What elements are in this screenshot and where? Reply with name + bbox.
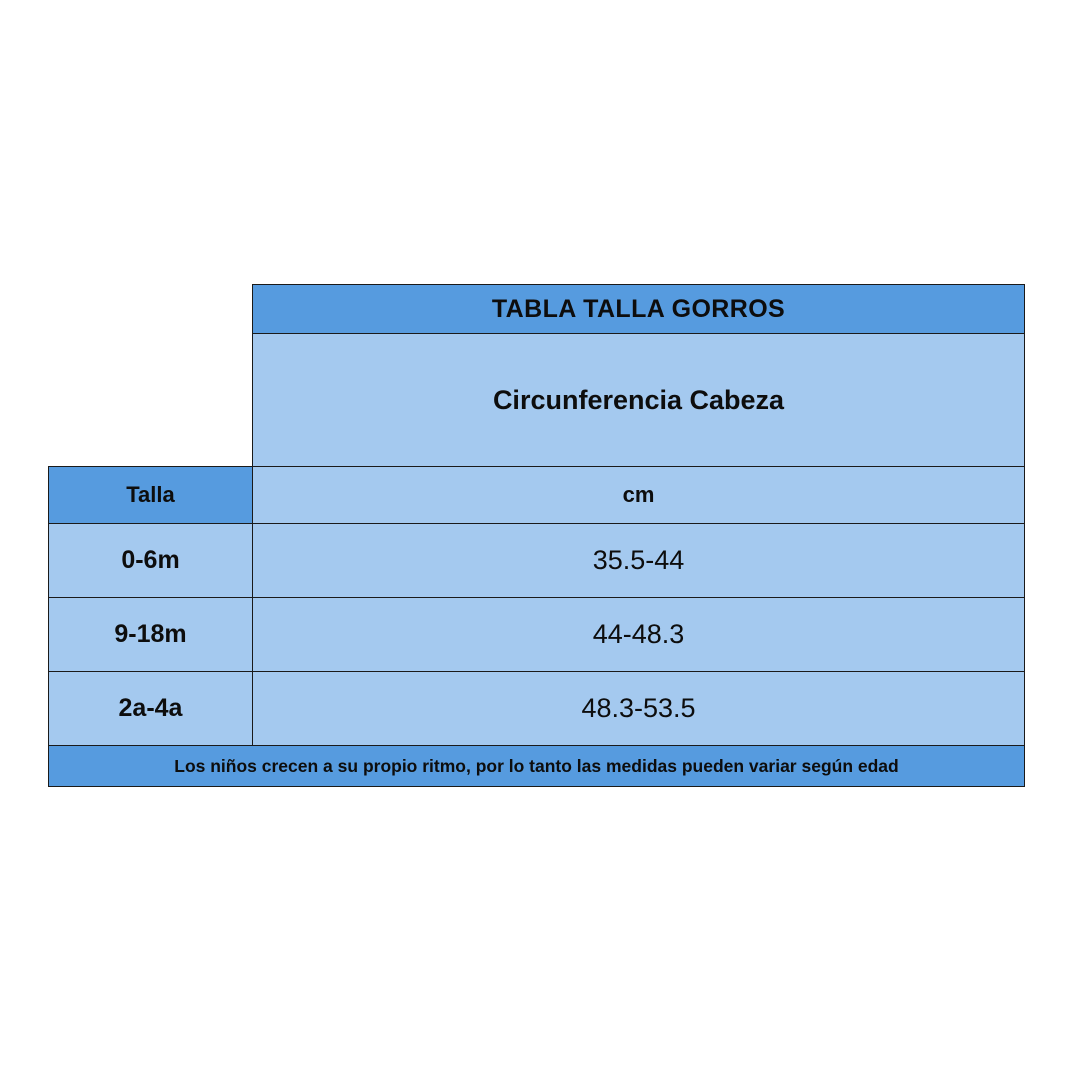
cell-cm: 44-48.3 (253, 598, 1025, 672)
column-header-talla: Talla (49, 467, 253, 524)
cell-size: 2a-4a (49, 672, 253, 746)
table-row-column-headers (49, 467, 1025, 524)
table-row (49, 672, 1025, 746)
table-row (49, 598, 1025, 672)
table-row (49, 524, 1025, 598)
table-row-group-header (49, 334, 1025, 467)
spacer-cell (49, 285, 253, 334)
size-chart-table (48, 284, 1024, 787)
table-row-title (49, 285, 1025, 334)
cell-size: 9-18m (49, 598, 253, 672)
table-title: TABLA TALLA GORROS (253, 285, 1025, 334)
table (48, 284, 1025, 787)
footnote: Los niños crecen a su propio ritmo, por lo tanto las medidas pueden variar según edad (49, 746, 1025, 787)
cell-size: 0-6m (49, 524, 253, 598)
cell-cm: 48.3-53.5 (253, 672, 1025, 746)
column-group-header: Circunferencia Cabeza (253, 334, 1025, 467)
table-row-footnote (49, 746, 1025, 787)
column-header-cm: cm (253, 467, 1025, 524)
cell-cm: 35.5-44 (253, 524, 1025, 598)
spacer-cell (49, 334, 253, 467)
